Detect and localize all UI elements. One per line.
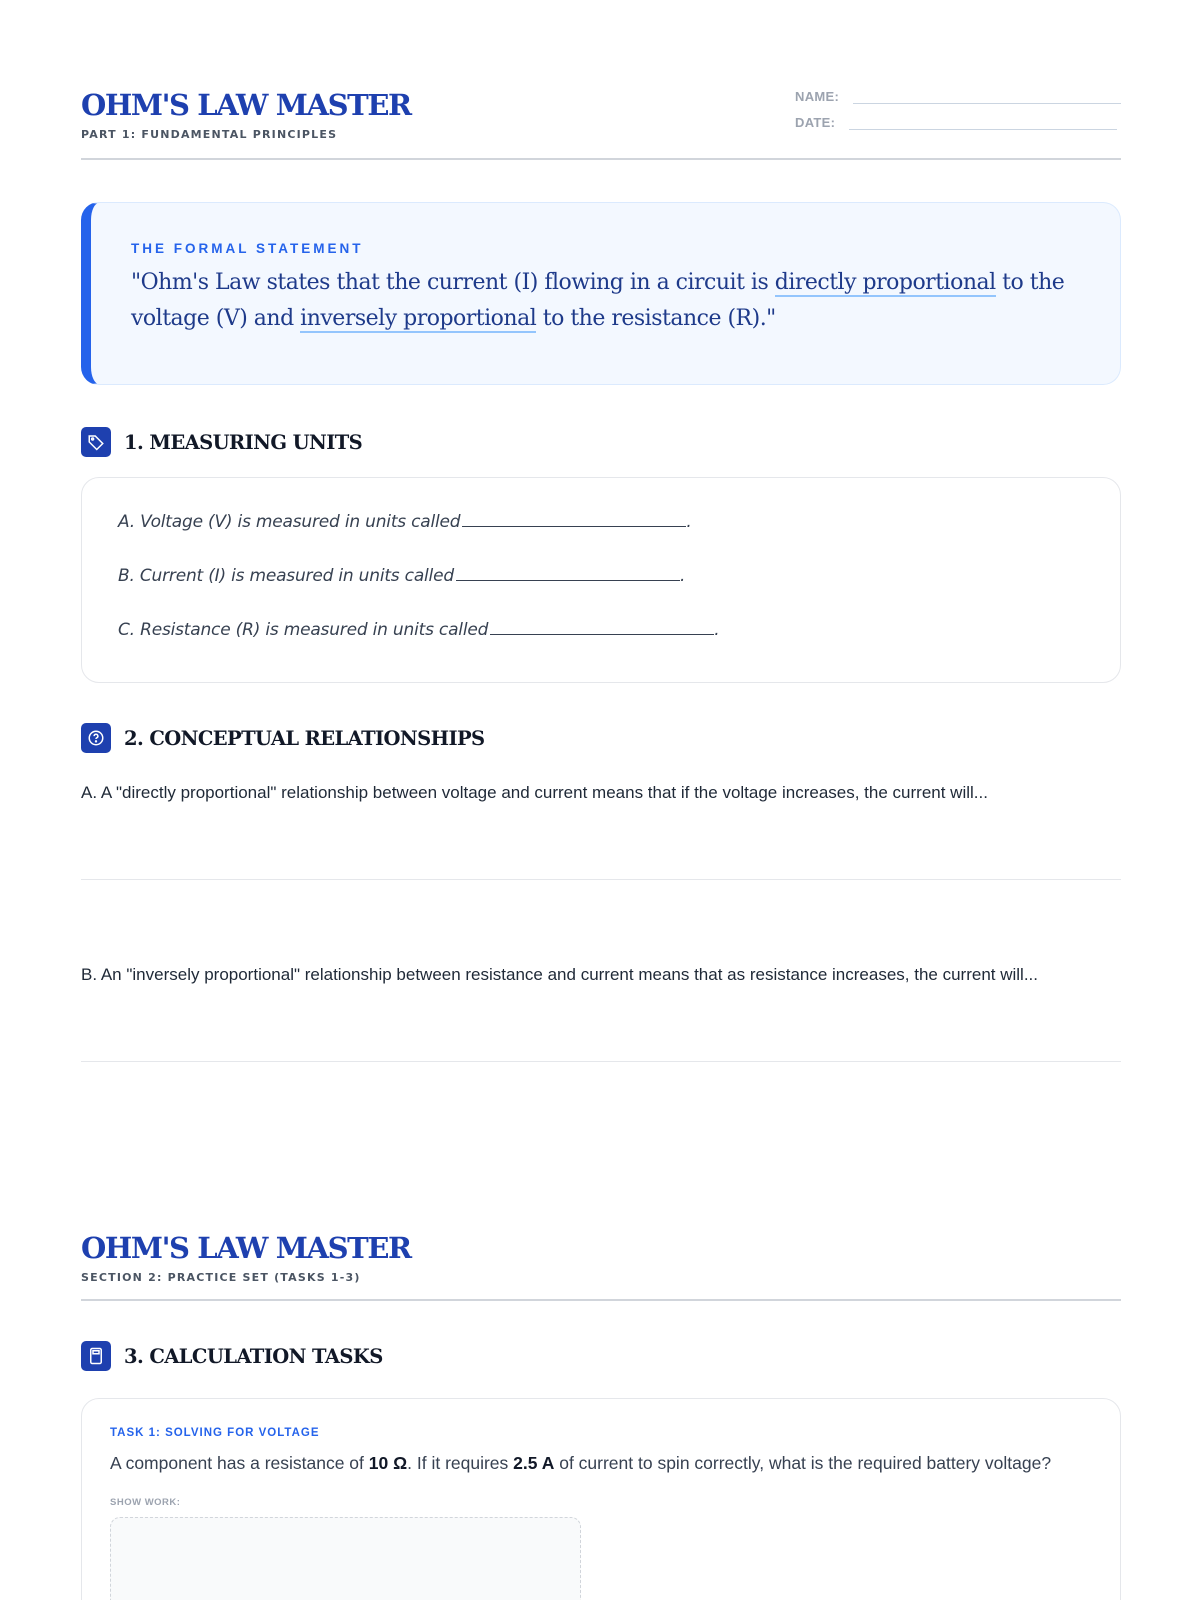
quote-part-3: to the resistance (R)." xyxy=(536,306,776,331)
unit-question-a xyxy=(118,512,1084,566)
unit-question-c xyxy=(118,620,1084,674)
unit-question-b-text: B. Current (I) is measured in units called xyxy=(118,566,454,586)
unit-question-a-end: . xyxy=(686,512,692,532)
name-label: NAME: xyxy=(795,89,840,104)
concept-question-a: A. A "directly proportional" relationship between voltage and current means that if the voltage increases, the current will... xyxy=(81,783,988,802)
task-1-text-3: of current to spin correctly, what is the required battery voltage? xyxy=(554,1453,1052,1473)
task-1-text xyxy=(110,1449,1092,1477)
quote-part-1: "Ohm's Law states that the current (I) flowing in a circuit is xyxy=(131,270,775,295)
unit-question-a-text: A. Voltage (V) is measured in units called xyxy=(118,512,461,532)
highlight-inversely-proportional: inversely proportional xyxy=(300,306,537,331)
task-1-card xyxy=(81,1398,1121,1600)
task-1-text-2: . If it requires xyxy=(407,1453,514,1473)
tag-icon xyxy=(81,427,111,457)
page-subtitle: PART 1: FUNDAMENTAL PRINCIPLES xyxy=(81,128,338,141)
page-2-title: OHM'S LAW MASTER xyxy=(81,1231,411,1265)
name-field[interactable] xyxy=(795,78,1121,104)
section-3-heading xyxy=(81,1341,383,1371)
date-line[interactable] xyxy=(849,114,1117,130)
task-1-kicker: TASK 1: SOLVING FOR VOLTAGE xyxy=(110,1427,320,1439)
page-header xyxy=(81,88,1121,160)
unit-question-b xyxy=(118,566,1084,620)
formal-statement-card xyxy=(81,202,1121,385)
concept-answer-a-line[interactable] xyxy=(81,879,1121,880)
student-fields xyxy=(795,78,1121,130)
date-label: DATE: xyxy=(795,115,836,130)
concept-question-b: B. An "inversely proportional" relationship between resistance and current means that as resistance increases, the current will... xyxy=(81,965,1038,984)
highlight-directly-proportional: directly proportional xyxy=(774,270,996,295)
section-2-title: 2. CONCEPTUAL RELATIONSHIPS xyxy=(124,726,485,750)
page-title: OHM'S LAW MASTER xyxy=(81,88,411,122)
name-line[interactable] xyxy=(853,88,1121,104)
section-1-title: 1. MEASURING UNITS xyxy=(124,430,363,454)
section-2-heading xyxy=(81,723,485,753)
unit-question-b-end: . xyxy=(679,566,686,586)
quote-part-2: to the voltage (V) and xyxy=(131,270,1065,331)
unit-answer-b-blank[interactable] xyxy=(456,567,680,581)
unit-question-c-end: . xyxy=(714,620,720,640)
task-1-work-box[interactable] xyxy=(110,1517,581,1600)
page-2-subtitle: SECTION 2: PRACTICE SET (TASKS 1-3) xyxy=(81,1271,361,1284)
date-field[interactable] xyxy=(795,104,1121,130)
unit-question-c-text: C. Resistance (R) is measured in units called xyxy=(118,620,489,640)
page-2-header xyxy=(81,1231,1121,1301)
unit-answer-c-blank[interactable] xyxy=(490,621,714,635)
measuring-units-card xyxy=(81,477,1121,683)
section-3-title: 3. CALCULATION TASKS xyxy=(124,1344,383,1368)
show-work-label: SHOW WORK: xyxy=(110,1497,181,1508)
statement-kicker: THE FORMAL STATEMENT xyxy=(131,241,364,256)
section-1-heading xyxy=(81,427,362,457)
calculator-icon xyxy=(81,1341,111,1371)
statement-quote xyxy=(131,265,1080,337)
task-1-text-1: A component has a resistance of xyxy=(110,1453,369,1473)
question-circle-icon xyxy=(81,723,111,753)
concept-answer-b-line[interactable] xyxy=(81,1061,1121,1062)
unit-answer-a-blank[interactable] xyxy=(462,513,686,527)
task-1-current-value: 2.5 A xyxy=(513,1453,555,1473)
task-1-resistance-value: 10 Ω xyxy=(368,1453,408,1473)
